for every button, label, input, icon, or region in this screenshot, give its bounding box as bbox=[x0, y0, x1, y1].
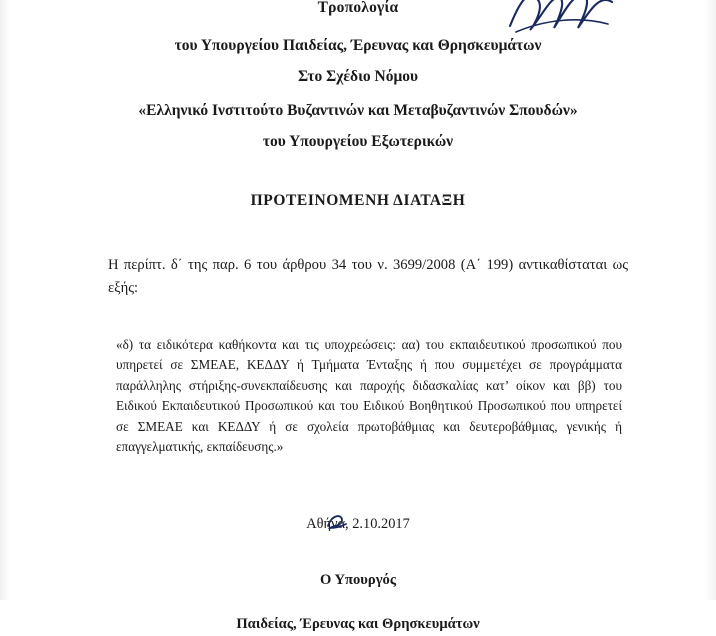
spacer bbox=[72, 85, 644, 103]
intro-paragraph: Η περίπτ. δ΄ της παρ. 6 του άρθρου 34 του ν. 3699/2008 (Α΄ 199) αντικαθίσταται ως εξής: bbox=[108, 256, 628, 297]
page-edge-shadow-right bbox=[704, 0, 716, 600]
signer-block bbox=[72, 569, 644, 636]
spacer bbox=[72, 591, 644, 613]
spacer bbox=[72, 301, 644, 335]
section-title: ΠΡΟΤΕΙΝΟΜΕΝΗ ΔΙΑΤΑΞΗ bbox=[250, 191, 466, 209]
handwritten-date-mark bbox=[324, 510, 350, 532]
ministry-line: του Υπουργείου Παιδείας, Έρευνας και Θρησκευμάτων bbox=[174, 36, 542, 54]
signer-role: Ο Υπουργός bbox=[320, 571, 396, 588]
page-edge-shadow-left bbox=[0, 0, 10, 600]
spacer bbox=[72, 118, 644, 134]
spacer bbox=[72, 458, 644, 516]
spacer bbox=[72, 533, 644, 569]
spacer bbox=[72, 150, 644, 192]
document-header bbox=[72, 0, 644, 150]
spacer bbox=[72, 53, 644, 69]
bill-title-line: «Ελληνικό Ινστιτούτο Βυζαντινών και Μεταβυζαντινών Σπουδών» bbox=[138, 101, 578, 119]
signer-ministry: Παιδείας, Έρευνας και Θρησκευμάτων bbox=[236, 616, 480, 633]
document-title: Τροπολογία bbox=[317, 0, 399, 16]
spacer bbox=[72, 16, 644, 38]
place-and-date bbox=[72, 516, 644, 533]
bill-preamble-line: Στο Σχέδιο Νόμου bbox=[297, 68, 419, 85]
place-date-text: Αθήνα, 2.10.2017 bbox=[306, 515, 410, 532]
spacer bbox=[72, 210, 644, 254]
bill-ministry-line: του Υπουργείου Εξωτερικών bbox=[262, 133, 454, 150]
quoted-provision-paragraph: «δ) τα ειδικότερα καθήκοντα και τις υποχρεώσεις: αα) του εκπαιδευτικού προσωπικού που υπηρετεί σε ΣΜΕΑΕ, ΚΕΔΔΥ ή Τμήματα Ένταξης ή που συμμετέχει σε προγράμματα παράλληλης στήριξης-συνεκπαίδευσης και παροχής διδασκαλίας κατ’ οίκον και ββ) του Ειδικού Εκπαιδευτικού Προσωπικού και του Ειδικού Βοηθητικού Προσωπικού που υπηρετεί σε ΣΜΕΑΕ και ΚΕΔΔΥ ή σε σχολεία πρωτοβάθμιας και δευτεροβάθμιας, γενικής ή επαγγελματικής, εκπαίδευσης.» bbox=[116, 336, 622, 455]
